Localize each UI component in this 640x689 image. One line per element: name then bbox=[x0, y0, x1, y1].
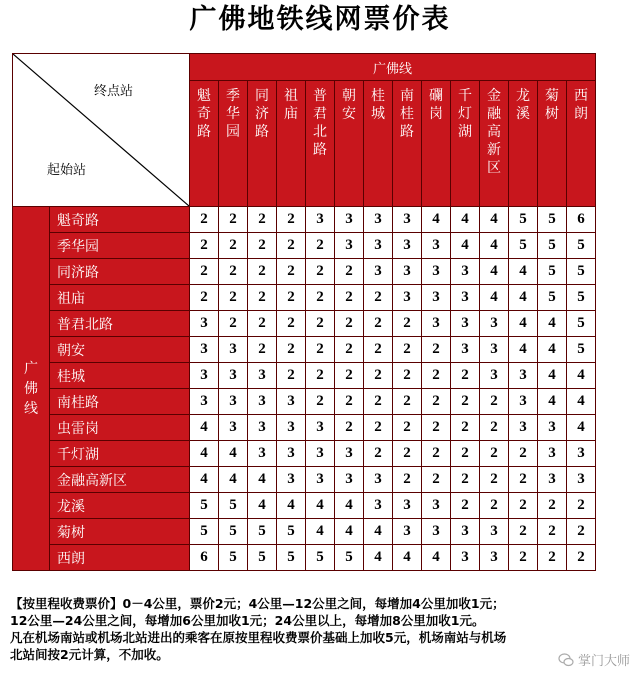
station-char: 普 bbox=[313, 88, 327, 104]
station-char: 高 bbox=[487, 124, 501, 140]
fare-cell: 5 bbox=[277, 545, 306, 571]
fare-cell: 4 bbox=[509, 337, 538, 363]
fare-cell: 2 bbox=[364, 441, 393, 467]
fare-cell: 2 bbox=[364, 285, 393, 311]
fare-cell: 2 bbox=[248, 285, 277, 311]
fare-cell: 4 bbox=[509, 311, 538, 337]
fare-cell: 4 bbox=[190, 441, 219, 467]
fare-cell: 3 bbox=[451, 519, 480, 545]
fare-cell: 4 bbox=[567, 363, 596, 389]
fare-cell: 2 bbox=[219, 285, 248, 311]
fare-cell: 4 bbox=[306, 519, 335, 545]
fare-cell: 5 bbox=[190, 519, 219, 545]
fare-cell: 4 bbox=[451, 233, 480, 259]
station-char: 奇 bbox=[197, 106, 211, 122]
line-char: 广 bbox=[24, 360, 38, 377]
column-station-header bbox=[306, 81, 335, 207]
fare-cell: 2 bbox=[364, 363, 393, 389]
fare-cell: 2 bbox=[335, 337, 364, 363]
fare-cell: 4 bbox=[364, 545, 393, 571]
fare-cell: 2 bbox=[364, 389, 393, 415]
station-char: 菊 bbox=[545, 88, 559, 104]
station-char: 安 bbox=[342, 106, 356, 122]
fare-cell: 2 bbox=[335, 415, 364, 441]
column-station-header bbox=[364, 81, 393, 207]
fare-cell: 5 bbox=[538, 207, 567, 233]
fare-cell: 2 bbox=[509, 467, 538, 493]
fare-cell: 3 bbox=[509, 389, 538, 415]
fare-cell: 3 bbox=[335, 467, 364, 493]
fare-cell: 3 bbox=[393, 519, 422, 545]
fare-cell: 2 bbox=[277, 233, 306, 259]
fare-cell: 2 bbox=[335, 259, 364, 285]
fare-cell: 2 bbox=[277, 363, 306, 389]
fare-cell: 5 bbox=[509, 233, 538, 259]
fare-cell: 2 bbox=[422, 415, 451, 441]
station-char: 千 bbox=[458, 88, 472, 104]
fare-cell: 2 bbox=[248, 311, 277, 337]
origin-label: 起始站 bbox=[47, 163, 87, 178]
diagonal-divider bbox=[13, 54, 189, 206]
fare-cell: 2 bbox=[393, 467, 422, 493]
fare-cell: 5 bbox=[219, 493, 248, 519]
fare-cell: 5 bbox=[335, 545, 364, 571]
fare-cell: 3 bbox=[248, 441, 277, 467]
fare-cell: 3 bbox=[190, 363, 219, 389]
fare-cell: 2 bbox=[335, 389, 364, 415]
table-row bbox=[13, 259, 596, 285]
fare-cell: 2 bbox=[219, 207, 248, 233]
row-station-name: 金融高新区 bbox=[50, 467, 190, 493]
fare-cell: 4 bbox=[248, 493, 277, 519]
station-char: 新 bbox=[487, 142, 501, 158]
row-station-name: 普君北路 bbox=[50, 311, 190, 337]
table-corner bbox=[13, 54, 190, 207]
fare-cell: 3 bbox=[480, 519, 509, 545]
fare-cell: 2 bbox=[219, 259, 248, 285]
fare-cell: 5 bbox=[538, 233, 567, 259]
fare-cell: 2 bbox=[248, 337, 277, 363]
fare-cell: 2 bbox=[509, 545, 538, 571]
fare-cell: 4 bbox=[480, 259, 509, 285]
fare-cell: 3 bbox=[422, 259, 451, 285]
fare-cell: 5 bbox=[190, 493, 219, 519]
station-char: 园 bbox=[226, 124, 240, 140]
fare-cell: 3 bbox=[451, 545, 480, 571]
fare-cell: 2 bbox=[364, 311, 393, 337]
fare-cell: 3 bbox=[306, 415, 335, 441]
fare-cell: 3 bbox=[422, 285, 451, 311]
fare-cell: 3 bbox=[277, 415, 306, 441]
fare-cell: 3 bbox=[219, 389, 248, 415]
fare-cell: 2 bbox=[306, 389, 335, 415]
station-char: 路 bbox=[197, 124, 211, 140]
fare-cell: 4 bbox=[393, 545, 422, 571]
fare-cell: 2 bbox=[190, 259, 219, 285]
station-char: 湖 bbox=[458, 124, 472, 140]
fare-cell: 3 bbox=[422, 519, 451, 545]
note-line: 12公里—24公里之间，每增加6公里加收1元；24公里以上，每增加8公里加收1元。 bbox=[10, 613, 485, 628]
fare-cell: 4 bbox=[509, 285, 538, 311]
row-station-name: 朝安 bbox=[50, 337, 190, 363]
fare-cell: 3 bbox=[248, 415, 277, 441]
wechat-logo-icon bbox=[558, 652, 574, 668]
fare-cell: 2 bbox=[451, 415, 480, 441]
fare-cell: 3 bbox=[451, 285, 480, 311]
station-char: 桂 bbox=[371, 88, 385, 104]
station-char: 桂 bbox=[400, 106, 414, 122]
fare-cell: 2 bbox=[335, 311, 364, 337]
fare-cell: 4 bbox=[219, 441, 248, 467]
fare-cell: 2 bbox=[248, 259, 277, 285]
fare-cell: 3 bbox=[422, 233, 451, 259]
station-char: 同 bbox=[255, 88, 269, 104]
column-station-header bbox=[335, 81, 364, 207]
fare-cell: 3 bbox=[567, 467, 596, 493]
station-char: 祖 bbox=[284, 88, 298, 104]
station-char: 灯 bbox=[458, 106, 472, 122]
fare-cell: 3 bbox=[509, 363, 538, 389]
fare-cell: 2 bbox=[364, 337, 393, 363]
fare-cell: 2 bbox=[306, 285, 335, 311]
row-station-name: 季华园 bbox=[50, 233, 190, 259]
station-char: 路 bbox=[255, 124, 269, 140]
fare-cell: 3 bbox=[364, 493, 393, 519]
fare-cell: 5 bbox=[567, 233, 596, 259]
column-station-header bbox=[190, 81, 219, 207]
column-station-header bbox=[393, 81, 422, 207]
fare-cell: 3 bbox=[451, 259, 480, 285]
fare-cell: 3 bbox=[306, 467, 335, 493]
station-char: 路 bbox=[313, 142, 327, 158]
fare-cell: 5 bbox=[567, 259, 596, 285]
fare-cell: 3 bbox=[219, 363, 248, 389]
table-row bbox=[13, 441, 596, 467]
station-char: 融 bbox=[487, 106, 501, 122]
table-row bbox=[13, 389, 596, 415]
station-char: 西 bbox=[574, 88, 588, 104]
fare-cell: 2 bbox=[451, 493, 480, 519]
fare-cell: 2 bbox=[277, 337, 306, 363]
fare-cell: 2 bbox=[393, 311, 422, 337]
fare-cell: 2 bbox=[277, 259, 306, 285]
row-station-name: 桂城 bbox=[50, 363, 190, 389]
fare-cell: 2 bbox=[219, 311, 248, 337]
fare-cell: 3 bbox=[393, 285, 422, 311]
fare-cell: 4 bbox=[335, 493, 364, 519]
note-line: 【按里程收费票价】0－4公里，票价2元；4公里—12公里之间，每增加4公里加收1元； bbox=[10, 596, 505, 611]
fare-cell: 3 bbox=[567, 441, 596, 467]
fare-cell: 3 bbox=[480, 545, 509, 571]
fare-cell: 2 bbox=[190, 285, 219, 311]
fare-cell: 2 bbox=[509, 493, 538, 519]
row-station-name: 魁奇路 bbox=[50, 207, 190, 233]
station-char: 季 bbox=[226, 88, 240, 104]
fare-cell: 2 bbox=[538, 545, 567, 571]
fare-cell: 2 bbox=[277, 207, 306, 233]
column-station-header bbox=[480, 81, 509, 207]
fare-cell: 2 bbox=[422, 363, 451, 389]
table-row bbox=[13, 285, 596, 311]
station-char: 金 bbox=[487, 88, 501, 104]
fare-cell: 4 bbox=[509, 259, 538, 285]
fare-cell: 2 bbox=[451, 363, 480, 389]
fare-cell: 5 bbox=[567, 285, 596, 311]
column-station-header bbox=[248, 81, 277, 207]
fare-cell: 2 bbox=[422, 441, 451, 467]
station-char: 岗 bbox=[429, 106, 443, 122]
fare-cell: 2 bbox=[248, 233, 277, 259]
table-row bbox=[13, 545, 596, 571]
fare-cell: 4 bbox=[567, 389, 596, 415]
fare-cell: 4 bbox=[480, 207, 509, 233]
fare-cell: 4 bbox=[538, 337, 567, 363]
fare-cell: 3 bbox=[364, 233, 393, 259]
fare-cell: 2 bbox=[509, 441, 538, 467]
fare-cell: 2 bbox=[538, 519, 567, 545]
destination-label: 终点站 bbox=[93, 84, 133, 99]
fare-cell: 4 bbox=[538, 311, 567, 337]
fare-cell: 4 bbox=[248, 467, 277, 493]
fare-cell: 3 bbox=[393, 493, 422, 519]
station-char: 庙 bbox=[284, 106, 298, 122]
fare-cell: 2 bbox=[306, 337, 335, 363]
fare-cell: 5 bbox=[567, 311, 596, 337]
fare-cell: 6 bbox=[190, 545, 219, 571]
station-char: 朝 bbox=[342, 88, 356, 104]
note-line: 北站间按2元计算，不加收。 bbox=[10, 647, 169, 662]
fare-cell: 3 bbox=[219, 337, 248, 363]
table-row bbox=[13, 415, 596, 441]
station-char: 树 bbox=[545, 106, 559, 122]
table-row bbox=[13, 311, 596, 337]
fare-cell: 6 bbox=[567, 207, 596, 233]
fare-cell: 3 bbox=[306, 441, 335, 467]
fare-cell: 3 bbox=[277, 467, 306, 493]
fare-cell: 3 bbox=[306, 207, 335, 233]
fare-cell: 3 bbox=[422, 311, 451, 337]
fare-cell: 2 bbox=[480, 493, 509, 519]
fare-cell: 3 bbox=[190, 389, 219, 415]
fare-table bbox=[12, 53, 596, 571]
fare-cell: 4 bbox=[422, 207, 451, 233]
fare-cell: 2 bbox=[567, 519, 596, 545]
fare-cell: 3 bbox=[538, 467, 567, 493]
table-row bbox=[13, 207, 596, 233]
fare-cell: 5 bbox=[509, 207, 538, 233]
fare-cell: 4 bbox=[306, 493, 335, 519]
fare-cell: 3 bbox=[451, 337, 480, 363]
fare-cell: 4 bbox=[422, 545, 451, 571]
fare-cell: 3 bbox=[248, 363, 277, 389]
fare-cell: 3 bbox=[248, 389, 277, 415]
watermark bbox=[558, 650, 630, 669]
column-station-header bbox=[567, 81, 596, 207]
row-station-name: 虫雷岗 bbox=[50, 415, 190, 441]
line-char: 线 bbox=[24, 400, 38, 417]
fare-cell: 3 bbox=[393, 259, 422, 285]
station-char: 区 bbox=[487, 160, 501, 176]
fare-cell: 4 bbox=[190, 467, 219, 493]
fare-cell: 3 bbox=[190, 311, 219, 337]
row-station-name: 菊树 bbox=[50, 519, 190, 545]
table-row bbox=[13, 493, 596, 519]
fare-cell: 3 bbox=[480, 311, 509, 337]
note-line: 凡在机场南站或机场北站进出的乘客在原按里程收费票价基础上加收5元，机场南站与机场 bbox=[10, 630, 507, 645]
row-station-name: 千灯湖 bbox=[50, 441, 190, 467]
fare-cell: 3 bbox=[538, 415, 567, 441]
column-station-header bbox=[451, 81, 480, 207]
fare-cell: 2 bbox=[277, 285, 306, 311]
fare-cell: 3 bbox=[538, 441, 567, 467]
fare-cell: 2 bbox=[422, 337, 451, 363]
fare-cell: 3 bbox=[277, 389, 306, 415]
fare-cell: 2 bbox=[364, 415, 393, 441]
station-char: 南 bbox=[400, 88, 414, 104]
table-row bbox=[13, 337, 596, 363]
table-row bbox=[13, 363, 596, 389]
fare-cell: 2 bbox=[277, 311, 306, 337]
fare-cell: 2 bbox=[393, 337, 422, 363]
fare-cell: 2 bbox=[451, 389, 480, 415]
row-station-name: 西朗 bbox=[50, 545, 190, 571]
fare-cell: 2 bbox=[335, 363, 364, 389]
fare-cell: 3 bbox=[190, 337, 219, 363]
fare-cell: 2 bbox=[306, 259, 335, 285]
station-char: 济 bbox=[255, 106, 269, 122]
fare-cell: 3 bbox=[480, 363, 509, 389]
fare-cell: 4 bbox=[480, 233, 509, 259]
fare-cell: 2 bbox=[509, 519, 538, 545]
fare-cell: 4 bbox=[335, 519, 364, 545]
fare-cell: 2 bbox=[480, 441, 509, 467]
fare-cell: 3 bbox=[335, 441, 364, 467]
fare-cell: 2 bbox=[393, 363, 422, 389]
fare-cell: 5 bbox=[306, 545, 335, 571]
fare-cell: 4 bbox=[219, 467, 248, 493]
fare-cell: 2 bbox=[480, 467, 509, 493]
fare-cell: 2 bbox=[422, 467, 451, 493]
table-row bbox=[13, 233, 596, 259]
fare-cell: 3 bbox=[509, 415, 538, 441]
fare-notes bbox=[10, 595, 630, 663]
fare-cell: 2 bbox=[335, 285, 364, 311]
column-station-header bbox=[219, 81, 248, 207]
table-row bbox=[13, 467, 596, 493]
fare-cell: 2 bbox=[480, 389, 509, 415]
column-station-header bbox=[277, 81, 306, 207]
row-station-name: 龙溪 bbox=[50, 493, 190, 519]
fare-cell: 3 bbox=[364, 207, 393, 233]
fare-cell: 4 bbox=[538, 389, 567, 415]
station-char: 朗 bbox=[574, 106, 588, 122]
station-char: 北 bbox=[313, 124, 327, 140]
fare-cell: 2 bbox=[567, 545, 596, 571]
station-char: 䃹 bbox=[429, 88, 443, 104]
station-char: 华 bbox=[226, 106, 240, 122]
column-line-header: 广佛线 bbox=[190, 54, 596, 81]
row-station-name: 南桂路 bbox=[50, 389, 190, 415]
fare-cell: 3 bbox=[451, 311, 480, 337]
fare-cell: 4 bbox=[567, 415, 596, 441]
fare-cell: 2 bbox=[393, 441, 422, 467]
fare-cell: 4 bbox=[364, 519, 393, 545]
fare-cell: 3 bbox=[335, 207, 364, 233]
fare-cell: 5 bbox=[219, 545, 248, 571]
station-char: 城 bbox=[371, 106, 385, 122]
fare-cell: 4 bbox=[277, 493, 306, 519]
fare-cell: 2 bbox=[393, 389, 422, 415]
fare-cell: 5 bbox=[277, 519, 306, 545]
fare-cell: 2 bbox=[451, 467, 480, 493]
fare-cell: 2 bbox=[306, 311, 335, 337]
fare-cell: 2 bbox=[480, 415, 509, 441]
fare-cell: 3 bbox=[219, 415, 248, 441]
fare-cell: 3 bbox=[364, 259, 393, 285]
fare-cell: 2 bbox=[451, 441, 480, 467]
fare-cell: 4 bbox=[480, 285, 509, 311]
fare-cell: 3 bbox=[277, 441, 306, 467]
fare-cell: 5 bbox=[248, 519, 277, 545]
line-char: 佛 bbox=[24, 380, 38, 397]
fare-cell: 5 bbox=[219, 519, 248, 545]
fare-cell: 3 bbox=[335, 233, 364, 259]
fare-cell: 2 bbox=[190, 233, 219, 259]
table-row bbox=[13, 519, 596, 545]
fare-cell: 3 bbox=[393, 233, 422, 259]
fare-cell: 4 bbox=[190, 415, 219, 441]
fare-cell: 5 bbox=[538, 285, 567, 311]
station-char: 魁 bbox=[197, 88, 211, 104]
fare-cell: 2 bbox=[393, 415, 422, 441]
station-char: 龙 bbox=[516, 88, 530, 104]
fare-cell: 3 bbox=[364, 467, 393, 493]
fare-cell: 2 bbox=[422, 389, 451, 415]
fare-cell: 2 bbox=[190, 207, 219, 233]
station-char: 溪 bbox=[516, 106, 530, 122]
fare-cell: 5 bbox=[248, 545, 277, 571]
column-station-header bbox=[422, 81, 451, 207]
column-station-header bbox=[538, 81, 567, 207]
row-line-header bbox=[13, 207, 50, 571]
fare-cell: 5 bbox=[567, 337, 596, 363]
fare-cell: 2 bbox=[538, 493, 567, 519]
row-station-name: 祖庙 bbox=[50, 285, 190, 311]
column-station-header bbox=[509, 81, 538, 207]
row-station-name: 同济路 bbox=[50, 259, 190, 285]
station-char: 路 bbox=[400, 124, 414, 140]
station-char: 君 bbox=[313, 106, 327, 122]
fare-cell: 2 bbox=[219, 233, 248, 259]
fare-cell: 2 bbox=[306, 233, 335, 259]
fare-cell: 3 bbox=[393, 207, 422, 233]
fare-cell: 3 bbox=[480, 337, 509, 363]
watermark-text: 掌门大师 bbox=[577, 654, 630, 669]
page-title: 广佛地铁线网票价表 bbox=[189, 4, 451, 35]
fare-cell: 2 bbox=[248, 207, 277, 233]
fare-cell: 2 bbox=[306, 363, 335, 389]
fare-cell: 3 bbox=[422, 493, 451, 519]
fare-cell: 4 bbox=[538, 363, 567, 389]
fare-cell: 4 bbox=[451, 207, 480, 233]
fare-rows bbox=[13, 207, 596, 571]
fare-cell: 2 bbox=[567, 493, 596, 519]
fare-cell: 5 bbox=[538, 259, 567, 285]
